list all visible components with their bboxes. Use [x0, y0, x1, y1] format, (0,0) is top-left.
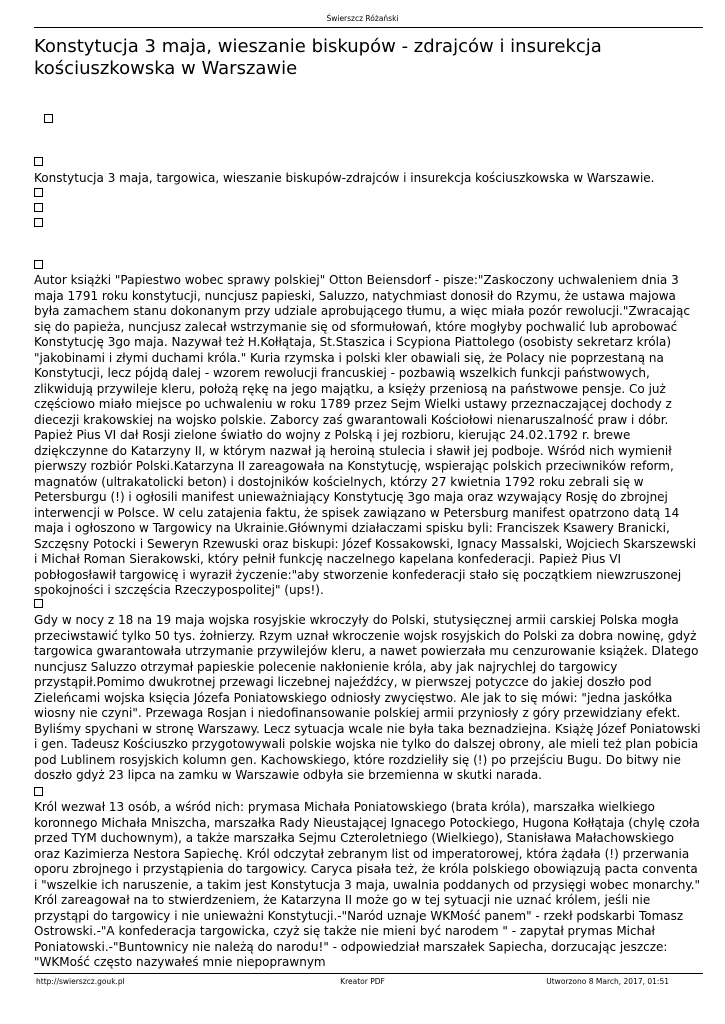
header-author: Świerszcz Różański [326, 14, 399, 23]
document-title: Konstytucja 3 maja, wieszanie biskupów - zdrajców i insurekcja kościuszkowska w Warszawie [34, 36, 602, 79]
paragraph-1: Autor książki "Papiestwo wobec sprawy polskiej" Otton Beiensdorf - pisze:"Zaskoczony uchwaleniem dnia 3 maja 1791 roku konstytucji, nuncjusz papieski, Saluzzo, natychmiast donosił do Rzymu, że ustawa majowa była zamachem stanu dokonanym przy udziale aprobującego tłumu, a więc miała pozór rewolucji."Zwracając się do papieża, nuncjusz zalecał wstrzymanie się od sformułowań, które mogłyby pochwalić lub aprobować Konstytucję 3go maja. Nazywał też H.Kołłątaja, St.Staszica i Scypiona Piattolego (osobisty sekretarz króla) "jakobinami i złymi duchami króla." Kuria rzymska i polski kler obawiali się, że Polacy nie poprzestaną na Konstytucji, lecz pójdą dalej - wzorem rewolucji francuskiej - pozbawią wszelkich funkcji państwowych, zlikwidują przywileje kleru, położą rękę na jego majątku, a księży przeniosą na państwowe pensje. Co już częściowo miało miejsce po uchwaleniu w roku 1789 przez Sejm Wielki ustawy przeznaczającej dochody z diecezji krakowskiej na wojsko polskie. Zaborcy zaś gwarantowali Kościołowi nienaruszalność praw i dóbr. Papież Pius VI dał Rosji zielone światło do wojny z Polską i jej rozbioru, kierując 24.02.1792 r. brewe dziękczynne do Katarzyny II, w którym nazwał ją heroiną stulecia i sławił jej podboje. Wśród nich wymienił pierwszy rozbiór Polski.Katarzyna II zareagowała na Konstytucję, wspierając polskich przeciwników reform, magnatów (ultrakatolicki beton) i dostojników kościelnych, którzy 27 kwietnia 1792 roku zebrali się w Petersburgu (!) i ogłosili manifest unieważniający Konstytucję 3go maja oraz wzywający Rosję do zbrojnej interwencji w Polsce. W celu zatajenia faktu, że spisek zawiązano w Petersburg manifest opatrzono datą 14 maja i ogłoszono w Targowicy na Ukrainie.Głównymi działaczami spisku byli: Franciszek Ksawery Branicki, Szczęsny Potocki i Seweryn Rzewuski oraz biskupi: Józef Kossakowski, Ignacy Massalski, Wojciech Skarszewski i Michał Roman Sierakowski, który pełnił funkcję naczelnego kapelana konfederacji. Papież Pius VI pobłogosławił targowicę i wyraził życzenie:"aby stworzenie konfederacji stało się początkiem niewzruszonej spokojności i szczęścia Rzeczypospolitej" (ups!). [34, 273, 697, 597]
footer-created-date: Utworzono 8 March, 2017, 01:51 [546, 977, 669, 986]
checkbox-glyph [34, 203, 43, 212]
paragraph-2: Gdy w nocy z 18 na 19 maja wojska rosyjskie wkroczyły do Polski, stutysięcznej armii carskiej Polska mogła przeciwstawić tylko 50 tys. żołnierzy. Rzym uznał wkroczenie wojsk rosyjskich do Polski za dobra nowinę, gdyż targowica gwarantowała utrzymanie przywilejów kleru, a nawet powierzała mu cenzurowanie książek. Dlatego nuncjusz Saluzzo otrzymał papieskie polecenie nakłonienie króla, aby jak najrychlej do targowicy przystąpił.Pomimo dwukrotnej przewagi liczebnej najeźdźcy, w pierwszej potyczce do jakiej doszło pod Zieleńcami wojska księcia Józefa Poniatowskiego odniosły zwycięstwo. Ale jak to się mówi: "jedna jaskółka wiosny nie czyni". Przewaga Rosjan i niedofinansowanie polskiej armii przyniosły z góry przewidziany efekt. Byliśmy spychani w stronę Warszawy. Lecz sytuacja wcale nie była taka beznadziejna. Książę Józef Poniatowski i gen. Tadeusz Kościuszko przygotowywali polskie wojska nie tylko do dalszej obrony, ale mieli też plan pobicia pod Lublinem rosyjskich kolumn gen. Kachowskiego, które rozdzieliły się (!) po przejściu Bugu. Do bitwy nie doszło gdyż 23 lipca na zamku w Warszawie odbyła sie brzemienna w skutki narada. [34, 613, 701, 782]
checkbox-glyph [34, 787, 43, 796]
footer-generator: Kreator PDF [340, 977, 385, 986]
document-subtitle: Konstytucja 3 maja, targowica, wieszanie biskupów-zdrajców i insurekcja kościuszkowska w Warszawie. [34, 171, 655, 185]
footer-rule [34, 973, 703, 974]
checkbox-glyph [34, 157, 43, 166]
checkbox-glyph [34, 188, 43, 197]
checkbox-glyph [44, 114, 53, 123]
checkbox-glyph [34, 599, 43, 608]
footer-url: http://swierszcz.gouk.pl [36, 977, 125, 986]
header-rule [34, 27, 703, 28]
checkbox-glyph [34, 218, 43, 227]
checkbox-glyph [34, 260, 43, 269]
paragraph-3: Król wezwał 13 osób, a wśród nich: prymasa Michała Poniatowskiego (brata króla), marszałka wielkiego koronnego Michała Mniszcha, marszałka Rady Nieustającej Ignacego Potockiego, Hugona Kołłątaja (chylę czoła przed TYM duchownym), a także marszałka Sejmu Czteroletniego (Wielkiego), Stanisława Małachowskiego oraz Kazimierza Nestora Sapiechę. Król odczytał zebranym list od imperatorowej, która żądała (!) przerwania oporu zbrojnego i przystąpienia do targowicy. Caryca pisała też, że króla polskiego obowiązują pacta conventa i "wszelkie ich naruszenie, a takim jest Konstytucja 3 maja, uwalnia poddanych od przysięgi wobec monarchy." Król zareagował na to stwierdzeniem, że Katarzyna II może go w tej sytuacji nie uznać królem, jeśli nie przystąpi do targowicy i nie unieważni Konstytucji.-"Naród uznaje WKMość panem" - rzekł podskarbi Tomasz Ostrowski.-"A konfederacja targowicka, czyż się także nie mieni być narodem " - zapytał prymas Michał Poniatowski.-"Buntownicy nie należą do narodu!" - odpowiedział marszałek Sapiecha, dorzucając jeszcze: "WKMość często nazywałeś mnie niepoprawnym [34, 800, 701, 969]
